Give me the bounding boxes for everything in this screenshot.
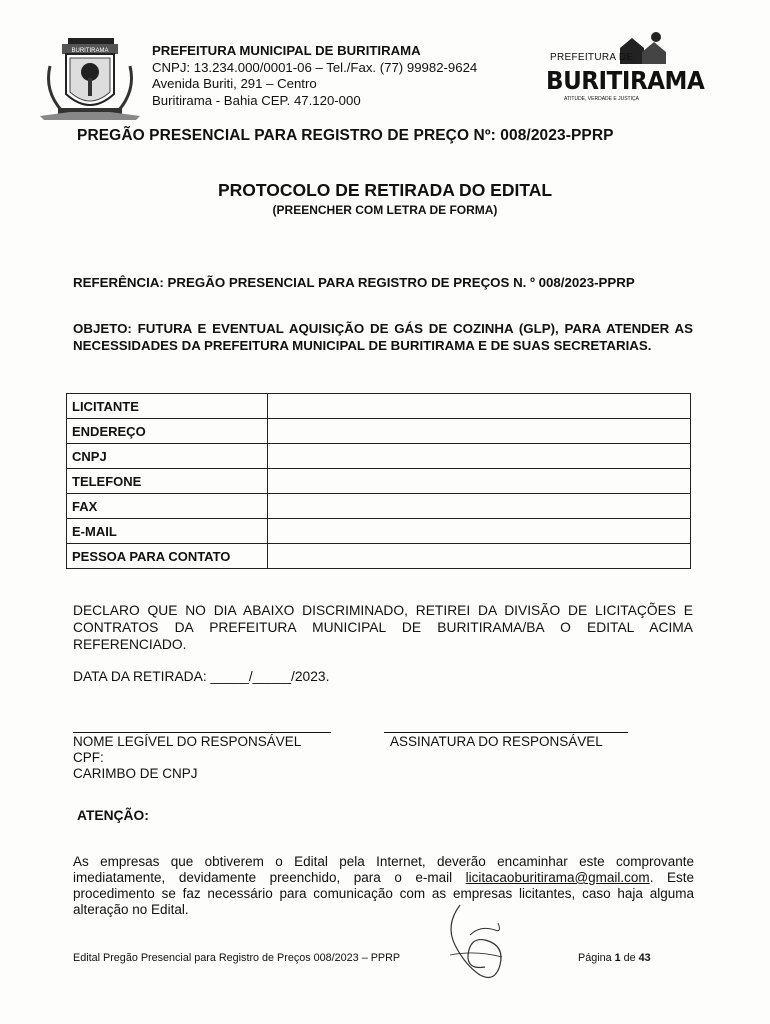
form-field-label: FAX [67, 494, 268, 519]
attention-paragraph [73, 854, 694, 918]
logo-line1: PREFEITURA DE [550, 52, 634, 63]
page-total: 43 [638, 952, 651, 964]
form-field-value[interactable] [268, 544, 691, 569]
form-field-label: LICITANTE [67, 394, 268, 419]
prefeitura-logo [538, 30, 705, 102]
name-label: NOME LEGÍVEL DO RESPONSÁVEL [73, 734, 302, 749]
responsible-info [73, 734, 301, 782]
attention-text-before: As empresas que obtiverem o Edital pela Internet, deverão encaminhar este comprovante imediatamente, devidamente preenchido, para o e-mail [73, 854, 694, 885]
footer-page-number [578, 952, 651, 964]
page-prefix: Página [578, 952, 615, 964]
attention-text-after: . Este procedimento se faz necessário para comunicação com as empresas licitantes, caso haja alguma alteração no Edital. [73, 870, 694, 917]
name-signature-line [73, 732, 331, 733]
form-field-value[interactable] [268, 394, 691, 419]
page-current: 1 [614, 952, 621, 964]
form-field-value[interactable] [268, 469, 691, 494]
logo-line2: BURITIRAMA [546, 66, 705, 95]
form-row [67, 419, 691, 444]
form-row [67, 494, 691, 519]
bidder-form-table [66, 393, 691, 569]
form-field-value[interactable] [268, 444, 691, 469]
form-field-label: TELEFONE [67, 469, 268, 494]
form-field-label: E-MAIL [67, 519, 268, 544]
reference-paragraph: REFERÊNCIA: PREGÃO PRESENCIAL PARA REGISTRO DE PREÇOS N. º 008/2023-PPRP [73, 275, 635, 290]
form-field-value[interactable] [268, 519, 691, 544]
attention-title: ATENÇÃO: [77, 808, 149, 823]
form-field-label: CNPJ [67, 444, 268, 469]
city-line: Buritirama - Bahia CEP. 47.120-000 [152, 92, 361, 108]
cpf-label: CPF: [73, 750, 104, 765]
municipal-crest [40, 36, 140, 122]
crest-banner-text: BURITIRAMA [71, 48, 109, 54]
withdrawal-date-line: DATA DA RETIRADA: _____/_____/2023. [73, 669, 330, 684]
document-title: PREGÃO PRESENCIAL PARA REGISTRO DE PREÇO Nº: 008/2023-PPRP [77, 127, 614, 144]
org-name: PREFEITURA MUNICIPAL DE BURITIRAMA [152, 43, 421, 58]
form-field-value[interactable] [268, 494, 691, 519]
signature-label: ASSINATURA DO RESPONSÁVEL [390, 734, 603, 749]
footer-document-name: Edital Pregão Presencial para Registro de Preços 008/2023 – PPRP [73, 952, 401, 964]
signature-line [384, 732, 628, 733]
logo-line3: ATITUDE, VERDADE E JUSTIÇA [564, 96, 639, 102]
header-info [152, 43, 477, 109]
protocol-title: PROTOCOLO DE RETIRADA DO EDITAL [217, 180, 553, 200]
protocol-subtitle: (PREENCHER COM LETRA DE FORMA) [272, 203, 498, 217]
form-row [67, 519, 691, 544]
page-mid: de [620, 952, 639, 964]
declaration-paragraph: DECLARO QUE NO DIA ABAIXO DISCRIMINADO, RETIREI DA DIVISÃO DE LICITAÇÕES E CONTRATOS DA PREFEITURA MUNICIPAL DE BURITIRAMA/BA O EDITAL ACIMA REFERENCIADO. [73, 603, 693, 652]
form-field-label: PESSOA PARA CONTATO [67, 544, 268, 569]
contact-email-link[interactable]: licitacaoburitirama@gmail.com [465, 870, 650, 885]
form-row [67, 469, 691, 494]
form-row [67, 444, 691, 469]
form-row [67, 394, 691, 419]
object-paragraph: OBJETO: FUTURA E EVENTUAL AQUISIÇÃO DE GÁS DE COZINHA (GLP), PARA ATENDER AS NECESSIDADES DA PREFEITURA MUNICIPAL DE BURITIRAMA E DE SUAS SECRETARIAS. [73, 321, 693, 353]
stamp-label: CARIMBO DE CNPJ [73, 766, 198, 781]
form-field-label: ENDEREÇO [67, 419, 268, 444]
address-line: Avenida Buriti, 291 – Centro [152, 76, 317, 91]
form-row [67, 544, 691, 569]
form-field-value[interactable] [268, 419, 691, 444]
handwritten-rubric [440, 895, 510, 985]
cnpj-line: CNPJ: 13.234.000/0001-06 – Tel./Fax. (77) 99982-9624 [152, 59, 478, 75]
